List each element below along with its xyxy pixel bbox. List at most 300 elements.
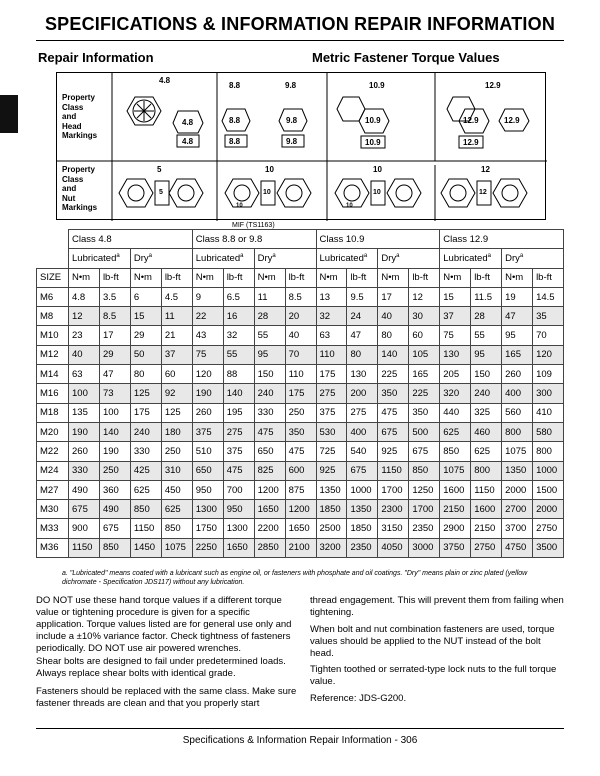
page-title: SPECIFICATIONS & INFORMATION REPAIR INFORMATION (44, 14, 556, 34)
lubricated-header: Lubricated$^a$ (69, 249, 131, 268)
torque-cell: 490 (69, 480, 100, 499)
torque-cell: 4.8 (69, 287, 100, 306)
torque-cell: 410 (533, 403, 564, 422)
torque-cell: 320 (440, 384, 471, 403)
torque-cell: 140 (223, 384, 254, 403)
torque-cell: 510 (192, 442, 223, 461)
table-row (37, 538, 564, 557)
torque-cell: 190 (192, 384, 223, 403)
torque-cell: 200 (347, 384, 378, 403)
torque-cell: 88 (223, 365, 254, 384)
torque-cell: 925 (378, 442, 409, 461)
section-title-left: Repair Information (38, 50, 154, 65)
torque-cell: 1150 (471, 480, 502, 499)
torque-cell: 1000 (533, 461, 564, 480)
torque-cell: 400 (502, 384, 533, 403)
torque-cell: 32 (316, 307, 347, 326)
fastener-marking-diagram (56, 72, 546, 220)
torque-cell: 1300 (192, 500, 223, 519)
table-row (37, 403, 564, 422)
unit-header: lb-ft (161, 268, 192, 287)
torque-cell: 850 (440, 442, 471, 461)
torque-cell: 3200 (316, 538, 347, 557)
torque-cell: 140 (378, 345, 409, 364)
torque-cell: 47 (502, 307, 533, 326)
nut-grade-label: 10 (373, 165, 382, 174)
torque-cell: 40 (378, 307, 409, 326)
head-grade-label: 9.8 (285, 81, 297, 90)
torque-cell: 440 (440, 403, 471, 422)
torque-cell: 300 (533, 384, 564, 403)
torque-cell: 13 (316, 287, 347, 306)
head-mark: 10.9 (365, 116, 381, 125)
head-mark: 4.8 (182, 118, 194, 127)
torque-cell: 24 (347, 307, 378, 326)
torque-cell: 1075 (502, 442, 533, 461)
torque-cell: 95 (254, 345, 285, 364)
torque-cell: 800 (502, 422, 533, 441)
nut-mark: 10 (346, 203, 353, 209)
torque-cell: 1650 (223, 538, 254, 557)
torque-cell: 3150 (378, 519, 409, 538)
torque-cell: 500 (409, 422, 440, 441)
unit-header: N•m (502, 268, 533, 287)
size-cell: M14 (37, 365, 69, 384)
torque-cell: 70 (285, 345, 316, 364)
torque-cell: 875 (285, 480, 316, 499)
torque-cell: 800 (471, 461, 502, 480)
torque-cell: 43 (192, 326, 223, 345)
torque-cell: 490 (99, 500, 130, 519)
torque-cell: 14.5 (533, 287, 564, 306)
torque-cell: 92 (161, 384, 192, 403)
table-row (37, 422, 564, 441)
torque-cell: 450 (161, 480, 192, 499)
torque-cell: 11 (254, 287, 285, 306)
torque-cell: 375 (223, 442, 254, 461)
nut-mark: 12 (479, 189, 487, 196)
dry-header: Dry$^a$ (254, 249, 316, 268)
class-header-row (37, 230, 564, 249)
torque-cell: 175 (316, 365, 347, 384)
size-header: SIZE (37, 268, 69, 287)
unit-header: N•m (378, 268, 409, 287)
head-mark: 8.8 (229, 116, 241, 125)
head-mark: 12.9 (504, 116, 520, 125)
size-cell: M6 (37, 287, 69, 306)
torque-cell: 205 (440, 365, 471, 384)
size-cell: M24 (37, 461, 69, 480)
torque-cell: 29 (130, 326, 161, 345)
torque-table (36, 229, 564, 558)
torque-cell: 1600 (440, 480, 471, 499)
torque-cell: 475 (285, 442, 316, 461)
torque-cell: 700 (223, 480, 254, 499)
torque-cell: 95 (471, 345, 502, 364)
torque-cell: 275 (223, 422, 254, 441)
torque-cell: 195 (223, 403, 254, 422)
unit-header: lb-ft (533, 268, 564, 287)
torque-cell: 60 (409, 326, 440, 345)
torque-cell: 580 (533, 422, 564, 441)
torque-cell: 100 (69, 384, 100, 403)
torque-cell: 1850 (347, 519, 378, 538)
torque-cell: 40 (285, 326, 316, 345)
head-mark: 9.8 (286, 137, 298, 146)
torque-cell: 55 (471, 326, 502, 345)
torque-cell: 2750 (471, 538, 502, 557)
table-row (37, 365, 564, 384)
torque-cell: 1200 (285, 500, 316, 519)
torque-cell: 250 (161, 442, 192, 461)
torque-cell: 110 (316, 345, 347, 364)
torque-cell: 95 (502, 326, 533, 345)
torque-cell: 4.5 (161, 287, 192, 306)
torque-cell: 50 (130, 345, 161, 364)
head-mark: 12.9 (463, 116, 479, 125)
torque-cell: 100 (99, 403, 130, 422)
torque-cell: 1450 (130, 538, 161, 557)
nut-mark: 10 (236, 203, 243, 209)
torque-cell: 1650 (285, 519, 316, 538)
torque-cell: 2300 (378, 500, 409, 519)
dry-header: Dry$^a$ (130, 249, 192, 268)
torque-cell: 2750 (533, 519, 564, 538)
size-cell: M12 (37, 345, 69, 364)
section-tab-marker (0, 95, 18, 133)
torque-cell: 2150 (440, 500, 471, 519)
torque-cell: 925 (316, 461, 347, 480)
torque-cell: 130 (347, 365, 378, 384)
torque-cell: 165 (409, 365, 440, 384)
torque-cell: 460 (471, 422, 502, 441)
torque-cell: 1000 (347, 480, 378, 499)
torque-cell: 825 (254, 461, 285, 480)
torque-cell: 3.5 (99, 287, 130, 306)
head-grade-label: 8.8 (229, 81, 241, 90)
head-mark: 10.9 (365, 138, 381, 147)
head-grade-label: 4.8 (159, 76, 171, 85)
torque-cell: 11 (161, 307, 192, 326)
nut-grade-label: 12 (481, 165, 490, 174)
torque-cell: 475 (378, 403, 409, 422)
head-markings-label: Property Class and Head Markings (62, 93, 98, 140)
unit-header: N•m (192, 268, 223, 287)
torque-cell: 275 (347, 403, 378, 422)
torque-cell: 12 (69, 307, 100, 326)
unit-header: lb-ft (471, 268, 502, 287)
torque-cell: 1075 (161, 538, 192, 557)
torque-cell: 15 (440, 287, 471, 306)
torque-cell: 80 (378, 326, 409, 345)
torque-cell: 475 (223, 461, 254, 480)
lubricated-header: Lubricated$^a$ (440, 249, 502, 268)
torque-cell: 175 (130, 403, 161, 422)
torque-cell: 260 (69, 442, 100, 461)
torque-cell: 1250 (409, 480, 440, 499)
body-paragraph: Tighten toothed or serrated-type lock nuts to the full torque value. (310, 664, 557, 687)
size-cell: M30 (37, 500, 69, 519)
torque-cell: 105 (409, 345, 440, 364)
torque-cell: 3700 (502, 519, 533, 538)
torque-cell: 425 (130, 461, 161, 480)
torque-cell: 1700 (378, 480, 409, 499)
torque-cell: 190 (99, 442, 130, 461)
torque-cell: 55 (254, 326, 285, 345)
torque-cell: 125 (161, 403, 192, 422)
page-footer: Specifications & Information Repair Information - 306 (182, 735, 418, 746)
torque-cell: 850 (99, 538, 130, 557)
torque-cell: 260 (192, 403, 223, 422)
size-cell: M18 (37, 403, 69, 422)
torque-cell: 850 (409, 461, 440, 480)
table-row (37, 442, 564, 461)
torque-cell: 135 (69, 403, 100, 422)
torque-cell: 32 (223, 326, 254, 345)
section-title-right: Metric Fastener Torque Values (312, 50, 500, 65)
torque-cell: 20 (285, 307, 316, 326)
torque-cell: 2350 (409, 519, 440, 538)
head-mark: 12.9 (463, 138, 479, 147)
torque-cell: 150 (471, 365, 502, 384)
torque-cell: 2000 (502, 480, 533, 499)
class-header: Class 8.8 or 9.8 (192, 230, 316, 249)
footer-rule (36, 728, 564, 729)
torque-cell: 73 (99, 384, 130, 403)
torque-cell: 310 (161, 461, 192, 480)
dry-header: Dry$^a$ (378, 249, 440, 268)
torque-cell: 2700 (502, 500, 533, 519)
size-cell: M20 (37, 422, 69, 441)
unit-header: N•m (69, 268, 100, 287)
body-paragraph: Fasteners should be replaced with the same class. Make sure fastener threads are clean and that you properly start (36, 686, 297, 709)
torque-cell: 330 (130, 442, 161, 461)
torque-cell: 1150 (378, 461, 409, 480)
nut-markings-label: Property Class and Nut Markings (62, 165, 98, 212)
torque-cell: 675 (409, 442, 440, 461)
table-row (37, 345, 564, 364)
torque-cell: 37 (161, 345, 192, 364)
lubricated-header: Lubricated$^a$ (316, 249, 378, 268)
torque-cell: 330 (254, 403, 285, 422)
torque-cell: 650 (254, 442, 285, 461)
torque-cell: 19 (502, 287, 533, 306)
torque-cell: 17 (99, 326, 130, 345)
torque-cell: 675 (69, 500, 100, 519)
unit-header: lb-ft (285, 268, 316, 287)
torque-cell: 1350 (502, 461, 533, 480)
torque-cell: 240 (130, 422, 161, 441)
table-row (37, 519, 564, 538)
torque-cell: 23 (69, 326, 100, 345)
torque-cell: 800 (533, 442, 564, 461)
torque-cell: 1350 (347, 500, 378, 519)
torque-cell: 330 (69, 461, 100, 480)
head-grade-label: 12.9 (485, 81, 501, 90)
torque-cell: 350 (285, 422, 316, 441)
torque-cell: 350 (409, 403, 440, 422)
torque-cell: 1200 (254, 480, 285, 499)
torque-cell: 80 (347, 345, 378, 364)
nut-grade-label: 5 (157, 165, 162, 174)
torque-cell: 2000 (533, 500, 564, 519)
body-paragraph: When bolt and nut combination fasteners are used, torque values should be applied to the NUT instead of the bolt head. (310, 624, 555, 659)
torque-cell: 47 (99, 365, 130, 384)
torque-cell: 30 (409, 307, 440, 326)
class-header: Class 10.9 (316, 230, 440, 249)
size-cell: M36 (37, 538, 69, 557)
torque-cell: 625 (130, 480, 161, 499)
torque-cell: 2500 (316, 519, 347, 538)
torque-cell: 80 (130, 365, 161, 384)
head-mark: 8.8 (229, 137, 241, 146)
body-paragraph: Reference: JDS-G200. (310, 693, 407, 704)
unit-header-row (37, 268, 564, 287)
torque-cell: 650 (192, 461, 223, 480)
torque-cell: 17 (378, 287, 409, 306)
torque-cell: 120 (533, 345, 564, 364)
torque-cell: 1300 (223, 519, 254, 538)
torque-cell: 120 (192, 365, 223, 384)
torque-cell: 675 (347, 461, 378, 480)
head-mark: 4.8 (182, 137, 194, 146)
torque-cell: 625 (471, 442, 502, 461)
size-cell: M27 (37, 480, 69, 499)
torque-cell: 375 (316, 403, 347, 422)
body-paragraph: thread engagement. This will prevent them from failing when tightening. (310, 595, 564, 618)
torque-cell: 130 (440, 345, 471, 364)
torque-cell: 675 (378, 422, 409, 441)
unit-header: N•m (254, 268, 285, 287)
torque-cell: 260 (502, 365, 533, 384)
torque-cell: 625 (161, 500, 192, 519)
torque-cell: 675 (99, 519, 130, 538)
torque-cell: 950 (223, 500, 254, 519)
torque-cell: 140 (99, 422, 130, 441)
torque-cell: 2900 (440, 519, 471, 538)
marking-drawings (57, 73, 547, 221)
torque-cell: 240 (471, 384, 502, 403)
torque-cell: 4750 (502, 538, 533, 557)
torque-cell: 60 (161, 365, 192, 384)
torque-cell: 600 (285, 461, 316, 480)
torque-cell: 560 (502, 403, 533, 422)
table-row (37, 384, 564, 403)
torque-cell: 21 (161, 326, 192, 345)
torque-cell: 37 (440, 307, 471, 326)
torque-cell: 1350 (316, 480, 347, 499)
torque-cell: 28 (471, 307, 502, 326)
torque-cell: 1150 (69, 538, 100, 557)
torque-cell: 275 (316, 384, 347, 403)
torque-cell: 6.5 (223, 287, 254, 306)
unit-header: lb-ft (409, 268, 440, 287)
torque-cell: 2150 (471, 519, 502, 538)
torque-cell: 950 (192, 480, 223, 499)
table-row (37, 307, 564, 326)
torque-cell: 63 (69, 365, 100, 384)
torque-cell: 190 (69, 422, 100, 441)
unit-header: lb-ft (347, 268, 378, 287)
torque-cell: 180 (161, 422, 192, 441)
torque-cell: 325 (471, 403, 502, 422)
torque-cell: 150 (254, 365, 285, 384)
torque-cell: 240 (254, 384, 285, 403)
torque-cell: 1700 (409, 500, 440, 519)
torque-cell: 2100 (285, 538, 316, 557)
torque-cell: 475 (254, 422, 285, 441)
torque-cell: 165 (502, 345, 533, 364)
torque-cell: 28 (254, 307, 285, 326)
torque-cell: 35 (533, 307, 564, 326)
nut-mark: 10 (263, 189, 271, 196)
torque-cell: 2200 (254, 519, 285, 538)
torque-cell: 360 (99, 480, 130, 499)
table-row (37, 461, 564, 480)
body-paragraph: Shear bolts are designed to fail under predetermined loads. Always replace shear bolts with identical grade. (36, 656, 286, 679)
torque-cell: 22 (192, 307, 223, 326)
size-cell: M22 (37, 442, 69, 461)
torque-cell: 75 (192, 345, 223, 364)
torque-cell: 2850 (254, 538, 285, 557)
torque-cell: 400 (347, 422, 378, 441)
size-cell: M8 (37, 307, 69, 326)
torque-cell: 2250 (192, 538, 223, 557)
torque-cell: 1075 (440, 461, 471, 480)
nut-mark: 5 (159, 189, 163, 196)
lubricated-header: Lubricated$^a$ (192, 249, 254, 268)
torque-cell: 350 (378, 384, 409, 403)
torque-cell: 375 (192, 422, 223, 441)
unit-header: N•m (440, 268, 471, 287)
table-row (37, 500, 564, 519)
unit-header: N•m (130, 268, 161, 287)
head-grade-label: 10.9 (369, 81, 385, 90)
torque-cell: 3000 (409, 538, 440, 557)
torque-cell: 9.5 (347, 287, 378, 306)
torque-cell: 250 (285, 403, 316, 422)
torque-cell: 625 (440, 422, 471, 441)
torque-cell: 530 (316, 422, 347, 441)
torque-cell: 1150 (130, 519, 161, 538)
size-cell: M10 (37, 326, 69, 345)
torque-cell: 125 (130, 384, 161, 403)
table-row (37, 326, 564, 345)
size-cell: M16 (37, 384, 69, 403)
torque-cell: 12 (409, 287, 440, 306)
torque-cell: 6 (130, 287, 161, 306)
body-paragraph: DO NOT use these hand torque values if a different torque value or tightening procedure is given for a specific application. Torque values listed are for general use only and include a ±10% variance factor. Check tightness of fasteners periodically. DO NOT use air powered wrenches. (36, 595, 292, 654)
torque-cell: 11.5 (471, 287, 502, 306)
class-header: Class 4.8 (69, 230, 193, 249)
unit-header: lb-ft (99, 268, 130, 287)
torque-cell: 225 (378, 365, 409, 384)
torque-cell: 1500 (533, 480, 564, 499)
class-header: Class 12.9 (440, 230, 564, 249)
torque-cell: 63 (316, 326, 347, 345)
torque-cell: 40 (69, 345, 100, 364)
nut-grade-label: 10 (265, 165, 274, 174)
torque-cell: 850 (130, 500, 161, 519)
unit-header: N•m (316, 268, 347, 287)
torque-cell: 1750 (192, 519, 223, 538)
torque-cell: 9 (192, 287, 223, 306)
torque-cell: 225 (409, 384, 440, 403)
torque-cell: 900 (69, 519, 100, 538)
condition-header-row (37, 249, 564, 268)
table-footnote: a. "Lubricated" means coated with a lubricant such as engine oil, or fasteners with phosphate and oil coatings. "Dry" means plain or zinc plated (yellow dichromate - Specification JDS117) without any lubrication. (62, 570, 528, 586)
header-rule (36, 40, 564, 41)
